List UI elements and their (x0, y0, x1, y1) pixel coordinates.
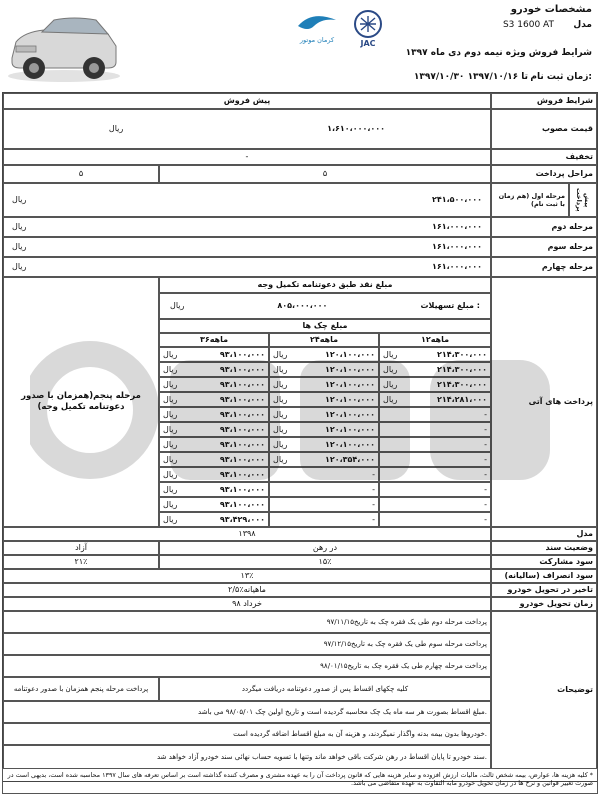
stage4-cell (3, 257, 491, 277)
cheque-cell-24-row-7 (269, 437, 379, 452)
stage4-value: ۱۶۱،۰۰۰،۰۰۰ (431, 262, 482, 271)
profit-a: ۱۵٪ (159, 555, 491, 569)
kerman-motor-logo (292, 10, 342, 46)
doc-status-a: در رهن (159, 541, 491, 555)
cheque-currency: ریال (383, 349, 398, 359)
cheque-amount: ۱۲۰،۱۰۰،۰۰۰ (324, 349, 375, 359)
note-1: پرداخت مرحله دوم طی یک فقره چک به تاریخ۹۷/۱۱/۱۵ (3, 611, 491, 633)
conditions-table (2, 92, 598, 782)
cheque-cell-12-row-5 (379, 407, 491, 422)
cheque-amount: ۱۲۰،۳۵۴،۰۰۰ (324, 454, 375, 464)
delay-label: تاخیر در تحویل خودرو (491, 583, 597, 597)
cheque-currency: ریال (163, 379, 178, 389)
profit-label: سود مشارکت (491, 555, 597, 569)
payment-stages-count-a: ۵ (159, 165, 491, 183)
cancel-profit-label: سود انصراف (سالیانه) (491, 569, 597, 583)
stage2-label: مرحله دوم (491, 217, 597, 237)
discount-value: - (3, 149, 491, 165)
sale-conditions-label: شرایط فروش (491, 93, 597, 109)
cheque-amount: ۹۳،۱۰۰،۰۰۰ (219, 424, 265, 434)
profit-b: ۲۱٪ (3, 555, 159, 569)
jac-logo (346, 8, 390, 48)
cheque-empty: - (484, 409, 487, 419)
cheque-cell-12-row-12 (379, 512, 491, 527)
cheque-cell-36-row-11 (159, 497, 269, 512)
cheque-cell-12-row-4 (379, 392, 491, 407)
future-payments-label: پرداخت های آتی (491, 277, 597, 527)
cheque-cell-24-row-3 (269, 377, 379, 392)
cheque-currency: ریال (273, 349, 288, 359)
cheque-amount: ۹۳،۱۰۰،۰۰۰ (219, 469, 265, 479)
stage2-currency: ریال (12, 222, 27, 231)
stage1-cell (3, 183, 491, 217)
cheque-cell-36-row-9 (159, 467, 269, 482)
cheque-amount: ۹۳،۱۰۰،۰۰۰ (219, 499, 265, 509)
stage4-currency: ریال (12, 262, 27, 271)
cheque-empty: - (372, 469, 375, 479)
cheque-empty: - (484, 484, 487, 494)
car-image (4, 6, 122, 86)
cheque-cell-12-row-10 (379, 482, 491, 497)
model-label: مدل (573, 20, 592, 30)
registration-dates: ۱۳۹۷/۱۰/۳۰ تا ۱۳۹۷/۱۰/۱۶ (413, 72, 528, 82)
cheque-empty: - (372, 484, 375, 494)
model-year-label: مدل (491, 527, 597, 541)
conditions-title: شرایط فروش ویژه نیمه دوم دی ماه ۱۳۹۷ (405, 48, 592, 58)
cheque-cell-24-row-11 (269, 497, 379, 512)
cheque-empty: - (484, 469, 487, 479)
cheque-amount: ۹۳،۱۰۰،۰۰۰ (219, 439, 265, 449)
cheque-cell-36-row-6 (159, 422, 269, 437)
cheque-amount: ۲۱۴،۲۸۱،۰۰۰ (436, 394, 487, 404)
stage3-currency: ریال (12, 242, 27, 251)
note-5: مبلغ اقساط بصورت هر سه ماه یک چک محاسبه گردیده است و تاریخ اولین چک ۹۸/۰۵/۰۱ می باشد. (3, 701, 491, 723)
cheque-amount: ۱۲۰،۱۰۰،۰۰۰ (324, 394, 375, 404)
cheque-currency: ریال (383, 364, 398, 374)
cheque-cell-36-row-2 (159, 362, 269, 377)
cheque-cell-24-row-8 (269, 452, 379, 467)
prepayment-label-text: پیش پرداخت (575, 188, 592, 212)
approved-price-label: قیمت مصوب (491, 109, 597, 149)
note-6: خودروها بدون بیمه بدنه واگذار نمیگردند، و هزینه آن به مبلغ اقساط اضافه گردیده است. (3, 723, 491, 745)
discount-label: تخفیف (491, 149, 597, 165)
cheque-cell-12-row-3 (379, 377, 491, 392)
facility-label: مبلغ تسهیلات : (420, 301, 480, 310)
cheque-currency: ریال (273, 439, 288, 449)
cheque-currency: ریال (273, 454, 288, 464)
cheque-currency: ریال (163, 499, 178, 509)
cheque-currency: ریال (383, 394, 398, 404)
cheque-cell-36-row-3 (159, 377, 269, 392)
cheque-cell-24-row-2 (269, 362, 379, 377)
model-value: S3 1600 AT (502, 20, 554, 30)
cheque-amount: ۱۲۰،۱۰۰،۰۰۰ (324, 439, 375, 449)
cheque-amount: ۹۳،۱۰۰،۰۰۰ (219, 484, 265, 494)
cheque-currency: ریال (163, 364, 178, 374)
approved-price-cell (3, 109, 491, 149)
kerman-logo-text: کرمان موتور (299, 36, 335, 44)
cheque-cell-12-row-11 (379, 497, 491, 512)
cheque-cell-12-row-8 (379, 452, 491, 467)
col-24-header: ۲۴ماهه (269, 333, 379, 347)
cheque-amount: ۹۳،۱۰۰،۰۰۰ (219, 454, 265, 464)
cheque-cell-24-row-6 (269, 422, 379, 437)
prepayment-label (569, 183, 597, 217)
cheque-cell-12-row-6 (379, 422, 491, 437)
payment-stages-count-b: ۵ (3, 165, 159, 183)
stage4-label: مرحله چهارم (491, 257, 597, 277)
cash-title: مبلغ نقد طبق دعوتنامه تکمیل وجه (159, 277, 491, 293)
cheque-cell-24-row-9 (269, 467, 379, 482)
presale-header: پیش فروش (3, 93, 491, 109)
cheque-cell-36-row-5 (159, 407, 269, 422)
facility-row (159, 293, 491, 319)
cheque-amount: ۹۳،۱۰۰،۰۰۰ (219, 394, 265, 404)
cheque-currency: ریال (163, 454, 178, 464)
facility-currency: ریال (170, 301, 185, 310)
cheque-cell-36-row-10 (159, 482, 269, 497)
cheque-cell-24-row-1 (269, 347, 379, 362)
stage1-value: ۲۴۱،۵۰۰،۰۰۰ (431, 195, 482, 204)
doc-status-label: وضعیت سند (491, 541, 597, 555)
cheque-currency: ریال (273, 394, 288, 404)
cheque-empty: - (484, 499, 487, 509)
cheque-currency: ریال (163, 394, 178, 404)
cheque-cell-12-row-2 (379, 362, 491, 377)
cheque-cell-24-row-10 (269, 482, 379, 497)
stage2-cell (3, 217, 491, 237)
cheque-amount: ۹۳،۱۰۰،۰۰۰ (219, 379, 265, 389)
cheque-amount: ۱۲۰،۱۰۰،۰۰۰ (324, 409, 375, 419)
registration-label: زمان ثبت نام: (530, 72, 592, 82)
approved-price-value: ۱،۶۱۰،۰۰۰،۰۰۰ (327, 124, 386, 133)
cheque-amount: ۹۳،۱۰۰،۰۰۰ (219, 409, 265, 419)
cheque-title: مبلغ چک ها (159, 319, 491, 333)
stage1-currency: ریال (12, 195, 27, 204)
cheque-currency: ریال (163, 349, 178, 359)
approved-price-currency: ریال (108, 124, 124, 133)
cheque-amount: ۱۲۰،۱۰۰،۰۰۰ (324, 424, 375, 434)
cheque-amount: ۹۳،۱۰۰،۰۰۰ (219, 349, 265, 359)
cheque-empty: - (372, 514, 375, 524)
note-7: سند خودرو تا پایان اقساط در رهن شرکت باقی خواهد ماند وتنها با تسویه حساب نهائی سند خودرو آزاد خواهد شد. (3, 745, 491, 769)
cheque-empty: - (372, 499, 375, 509)
cheque-currency: ریال (163, 424, 178, 434)
cheque-empty: - (484, 454, 487, 464)
payment-stages-label: مراحل پرداخت (491, 165, 597, 183)
cheque-currency: ریال (163, 484, 178, 494)
model-year-value: ۱۳۹۸ (3, 527, 491, 541)
cheque-amount: ۹۳،۱۰۰،۰۰۰ (219, 364, 265, 374)
col-36-header: ۳۶ماهه (159, 333, 269, 347)
cheque-cell-24-row-12 (269, 512, 379, 527)
cheque-cell-36-row-4 (159, 392, 269, 407)
jac-logo-text: JAC (360, 39, 376, 48)
cheque-cell-36-row-8 (159, 452, 269, 467)
stage3-cell (3, 237, 491, 257)
cheque-empty: - (484, 439, 487, 449)
cheque-cell-36-row-7 (159, 437, 269, 452)
cheque-currency: ریال (273, 424, 288, 434)
delivery-label: زمان تحویل خودرو (491, 597, 597, 611)
stage1-label: مرحله اول (هم زمان با ثبت نام) (491, 183, 569, 217)
cheque-currency: ریال (383, 379, 398, 389)
cheque-currency: ریال (273, 409, 288, 419)
cheque-cell-24-row-4 (269, 392, 379, 407)
delay-value: ۲/۵٪ماهیانه (3, 583, 491, 597)
cheque-amount: ۲۱۴،۳۰۰،۰۰۰ (436, 349, 487, 359)
cheque-empty: - (484, 424, 487, 434)
notes-label: توضیحات (491, 611, 597, 769)
doc-status-b: آزاد (3, 541, 159, 555)
cheque-currency: ریال (273, 364, 288, 374)
cheque-amount: ۱۲۰،۱۰۰،۰۰۰ (324, 379, 375, 389)
note-4a: کلیه چکهای اقساط پس از صدور دعوتنامه دریافت میگردد (159, 677, 491, 701)
stage5-label: مرحله پنجم(همزمان با صدور دعوتنامه تکمیل وجه) (3, 277, 159, 527)
cheque-currency: ریال (163, 439, 178, 449)
cheque-currency: ریال (163, 514, 178, 524)
note-4b: پرداخت مرحله پنجم همزمان با صدور دعوتنامه (3, 677, 159, 701)
cheque-cell-12-row-9 (379, 467, 491, 482)
stage3-value: ۱۶۱،۰۰۰،۰۰۰ (431, 242, 482, 251)
header (0, 0, 600, 92)
cheque-currency: ریال (273, 379, 288, 389)
facility-value: ۸۰۵،۰۰۰،۰۰۰ (277, 301, 328, 310)
cheque-amount: ۹۳،۴۲۹،۰۰۰ (219, 514, 265, 524)
stage2-value: ۱۶۱،۰۰۰،۰۰۰ (431, 222, 482, 231)
cheque-cell-36-row-1 (159, 347, 269, 362)
col-12-header: ۱۲ماهه (379, 333, 491, 347)
note-3: پرداخت مرحله چهارم طی یک فقره چک به تاریخ۹۸/۰۱/۱۵ (3, 655, 491, 677)
cheque-cell-12-row-1 (379, 347, 491, 362)
cheque-amount: ۲۱۴،۳۰۰،۰۰۰ (436, 379, 487, 389)
cancel-profit-value: ۱۳٪ (3, 569, 491, 583)
cheque-cell-24-row-5 (269, 407, 379, 422)
stage3-label: مرحله سوم (491, 237, 597, 257)
delivery-value: خرداد ۹۸ (3, 597, 491, 611)
cheque-cell-36-row-12 (159, 512, 269, 527)
cheque-empty: - (484, 514, 487, 524)
cheque-amount: ۲۱۴،۳۰۰،۰۰۰ (436, 364, 487, 374)
specs-title: مشخصات خودرو (510, 4, 592, 15)
note-2: پرداخت مرحله سوم طی یک فقره چک به تاریخ۹۷/۱۲/۱۵ (3, 633, 491, 655)
cheque-cell-12-row-7 (379, 437, 491, 452)
footer-disclaimer: * کلیه هزینه ها، عوارض، بیمه شخص ثالث، مالیات ارزش افزوده و سایر هزینه هایی که قانون پرداخت آن را به عهده مشتری و مصرف کننده گذاشته است بر اساس تعرفه های سال ۱۳۹۷ محاسبه شده است، بدیهی است در صورت تغییر قوانین و نرخ ها در زمان تحویل خودرو مابه التفاوت به عهده متقاضی می باشد. (2, 768, 598, 794)
cheque-currency: ریال (163, 469, 178, 479)
cheque-currency: ریال (163, 409, 178, 419)
cheque-amount: ۱۲۰،۱۰۰،۰۰۰ (324, 364, 375, 374)
